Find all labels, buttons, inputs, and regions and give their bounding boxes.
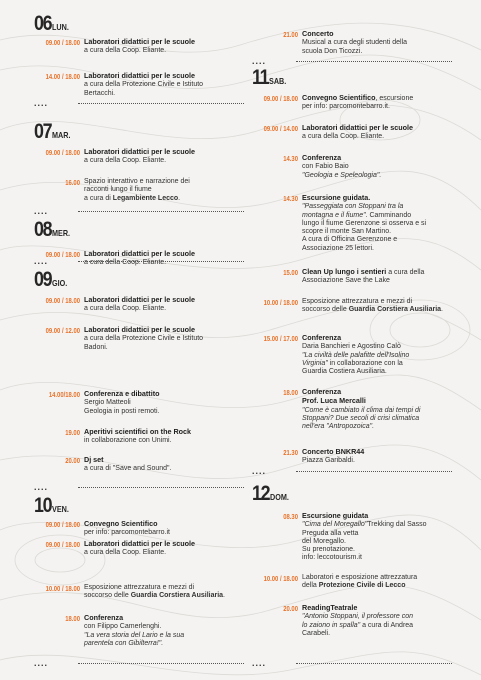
day-heading — [252, 482, 293, 506]
event-title: Conferenza — [302, 387, 342, 396]
event-text-line: Spazio interattivo e narrazione dei — [84, 178, 190, 185]
event-body — [302, 334, 452, 376]
event-text-line: soccorso delle — [84, 592, 131, 600]
day-heading — [34, 12, 72, 36]
event-time: 18.00 — [283, 388, 298, 397]
event-text-line: A cura di Officina Gerenzone e — [302, 236, 398, 244]
event-body — [84, 250, 246, 268]
event-text-line: Trekking dal Sasso Preguda alla vetta — [302, 521, 427, 537]
section-separator-line — [296, 663, 452, 664]
event-time: 19.00 — [65, 428, 80, 437]
event-text-line: della — [302, 582, 319, 590]
event-body — [84, 614, 246, 648]
event-text-line: a cura della Coop. Eliante. — [302, 133, 385, 141]
event-time: 09.00 / 18.00 — [45, 250, 80, 259]
event-title: Laboratori didattici per le scuole — [84, 37, 196, 46]
event-time: 09.00 / 18.00 — [45, 520, 80, 529]
event-body — [302, 154, 452, 180]
event-body — [84, 390, 246, 416]
event-text-line: scuola Don Ticozzi. — [302, 47, 363, 55]
event-time: 09.00 / 18.00 — [45, 296, 80, 305]
event-text-line: a cura della Protezione Civile e Istituto — [84, 335, 204, 343]
event-speaker: Prof. Luca Mercalli — [302, 396, 366, 406]
day-name: LUN. — [52, 22, 70, 32]
section-separator-dots: .... — [252, 658, 267, 668]
event-text-line: a cura della Coop. Eliante. — [84, 157, 167, 165]
event-text-line: Su prenotazione. — [302, 546, 355, 554]
event-title: Laboratori didattici per le scuole — [84, 147, 196, 156]
event-title: Escursione guidata — [302, 511, 369, 520]
event-body — [302, 298, 452, 315]
day-name: VEN. — [52, 504, 70, 514]
event-body — [302, 574, 452, 591]
event-organizer: Guardia Corstiera Ausiliaria — [348, 306, 442, 314]
event-body — [84, 520, 246, 538]
event-time: 09.00 / 18.00 — [45, 148, 80, 157]
event-text-tail: . — [178, 194, 181, 202]
event-body — [84, 296, 246, 314]
event-text-line: Musical a cura degli studenti della — [302, 39, 408, 47]
event-text-line: a cura di Andrea — [360, 621, 414, 629]
event-quote-line: "Cima del Moregallo" — [302, 521, 368, 529]
event-text-line: del Moregallo. — [302, 537, 346, 545]
event-text-line: Associazione Save the Lake — [302, 277, 390, 285]
event-quote-line: "Antonio Stoppani, il professore con — [302, 613, 414, 621]
event-title: Convegno Scientifico — [302, 93, 376, 102]
event-title: Conferenza — [302, 153, 342, 162]
event-text-line: Geologia in posti remoti. — [84, 407, 160, 415]
event-quote-line: "Geologia e Speleologia". — [302, 171, 382, 179]
event-body — [84, 38, 246, 56]
event-body — [84, 428, 246, 446]
day-name: MAR. — [52, 130, 71, 140]
event-time: 14.00 / 18.00 — [45, 72, 80, 81]
event-organizer: Guardia Corstiera Ausiliaria — [130, 592, 224, 600]
event-time: 14.30 — [283, 194, 298, 203]
section-separator-line — [78, 103, 244, 104]
event-quote-line: nell'era "Antropozoica". — [302, 423, 375, 431]
event-title: Convegno Scientifico — [84, 519, 158, 528]
event-text-line: a cura di — [84, 194, 113, 202]
event-time: 14.30 — [283, 154, 298, 163]
event-quote-line: Stoppani? Due secoli di crisi climatica — [302, 414, 420, 422]
section-separator-dots: .... — [252, 56, 267, 66]
day-name: GIO. — [52, 278, 68, 288]
event-body — [84, 540, 246, 558]
event-text-line: Esposizione attrezzatura e mezzi di — [302, 298, 413, 305]
day-heading — [34, 120, 74, 144]
event-quote-line: "La civiltà delle palafitte dell'Isolino — [302, 351, 410, 359]
event-text-line: Carabeli. — [302, 629, 331, 637]
event-title: Conferenza — [84, 613, 124, 622]
event-time: 09.00 / 14.00 — [263, 124, 298, 133]
section-separator-line — [78, 211, 244, 212]
event-time: 14.00/18.00 — [48, 390, 80, 399]
event-body — [302, 94, 452, 112]
event-body — [84, 72, 246, 98]
event-body — [84, 456, 246, 474]
event-time: 21.30 — [283, 448, 298, 457]
event-time: 18.00 — [65, 614, 80, 623]
event-title: Clean Up lungo i sentieri — [302, 267, 387, 276]
event-text-line: Associazione 25 lettori. — [302, 244, 374, 252]
event-text-line: Guardia Costiera Ausiliaria. — [302, 368, 387, 376]
day-name: DOM. — [270, 492, 290, 502]
event-time: 10.00 / 18.00 — [263, 298, 298, 307]
event-quote-line: parentela con Gibilterra!". — [84, 639, 164, 647]
event-text-tail: . — [223, 592, 225, 600]
event-title: Concerto — [302, 29, 334, 38]
event-text-line: soccorso delle — [302, 306, 349, 314]
event-body — [84, 148, 246, 166]
section-separator-line — [78, 261, 244, 262]
event-time: 16.00 — [65, 178, 80, 187]
event-body — [302, 30, 452, 56]
event-time: 09.00 / 18.00 — [263, 94, 298, 103]
event-quote-line: Virginia" — [302, 359, 328, 367]
event-body — [302, 448, 452, 466]
day-heading — [34, 218, 74, 242]
event-body — [84, 584, 246, 601]
event-title: Laboratori didattici per le scuole — [84, 249, 196, 258]
event-text-line: in collaborazione con la — [327, 359, 403, 367]
day-heading — [34, 268, 70, 292]
event-body — [302, 388, 452, 431]
event-title: Laboratori didattici per le scuole — [302, 123, 414, 132]
event-title: Aperitivi scientifici on the Rock — [84, 427, 192, 436]
event-quote-line: "La vera storia del Lario e la sua — [84, 631, 185, 639]
event-quote-line: montagna e il fiume" — [302, 211, 366, 219]
day-number: 10 — [34, 494, 52, 517]
section-separator-dots: .... — [34, 256, 49, 266]
event-body — [302, 512, 452, 563]
event-time: 20.00 — [283, 604, 298, 613]
event-time: 15.00 / 17.00 — [263, 334, 298, 343]
day-name: SAB. — [269, 76, 287, 86]
event-title-tail: , escursione — [375, 95, 414, 102]
event-title: Conferenza e dibattito — [84, 389, 160, 398]
event-text-line: scopre il monte San Martino. — [302, 228, 392, 236]
event-organizer: Legambiente Lecco — [112, 194, 179, 202]
event-time: 21.00 — [283, 30, 298, 39]
event-title: Dj set — [84, 455, 104, 464]
day-number: 06 — [34, 12, 52, 35]
event-body — [302, 194, 452, 253]
event-time: 15.00 — [283, 268, 298, 277]
section-separator-line — [78, 487, 244, 488]
event-time: 10.00 / 18.00 — [45, 584, 80, 593]
event-time: 10.00 / 18.00 — [263, 574, 298, 583]
event-quote-line: "Passeggiata con Stoppani tra la — [302, 203, 404, 211]
event-body — [84, 326, 246, 352]
event-quote-line: lo zaiono in spalla" — [302, 621, 361, 629]
event-text-tail: . — [441, 306, 443, 314]
event-text-line: a cura della Coop. Eliante. — [84, 47, 167, 55]
event-title: Concerto BNKR44 — [302, 447, 365, 456]
day-number: 11 — [252, 66, 269, 89]
event-text-line: Daria Banchieri e Agostino Calò — [302, 343, 401, 351]
event-text-line: per info: parcomontebarro.it. — [302, 103, 390, 111]
event-time: 09.00 / 18.00 — [45, 38, 80, 47]
event-text-line: a cura della Coop. Eliante. — [84, 549, 167, 557]
event-body — [302, 268, 452, 286]
section-separator-dots: .... — [34, 98, 49, 108]
event-text-line: Sergio Matteoli — [84, 399, 131, 407]
event-text-line: per info: parcomontebarro.it — [84, 529, 170, 537]
section-separator-line — [78, 663, 244, 664]
section-separator-line — [296, 61, 452, 62]
event-title-tail: a cura della — [386, 269, 425, 276]
event-title: Escursione guidata. — [302, 193, 371, 202]
event-text-line: Bertacchi. — [84, 89, 116, 97]
section-separator-dots: .... — [252, 466, 267, 476]
day-number: 12 — [252, 482, 270, 505]
event-text-line: Laboratori e esposizione attrezzatura — [302, 574, 418, 581]
day-number: 07 — [34, 120, 52, 143]
event-time: 20.00 — [65, 456, 80, 465]
event-text-line: con Filippo Camerlenghi. — [84, 623, 162, 631]
event-text-line: in collaborazione con Unimi. — [84, 437, 172, 445]
event-time: 09.00 / 12.00 — [45, 326, 80, 335]
event-body — [302, 124, 452, 142]
event-body — [84, 178, 246, 203]
event-title: Laboratori didattici per le scuole — [84, 295, 196, 304]
section-separator-dots: .... — [34, 206, 49, 216]
event-text-line: con Fabio Baio — [302, 163, 349, 171]
event-text-line: lungo il fiume Gerenzone si osserva e si — [302, 219, 427, 227]
event-time: 08.30 — [283, 512, 298, 521]
section-separator-line — [296, 471, 452, 472]
event-text-line: Badoni. — [84, 343, 108, 351]
day-number: 08 — [34, 218, 52, 241]
event-title: Laboratori didattici per le scuole — [84, 325, 196, 334]
day-heading — [252, 66, 290, 90]
event-organizer: Protezione Civile di Lecco — [318, 582, 406, 590]
section-separator-dots: .... — [34, 482, 49, 492]
event-text-line: a cura della Coop. Eliante. — [84, 259, 167, 267]
event-text-line: . Camminando — [365, 211, 412, 219]
day-number: 09 — [34, 268, 52, 291]
event-text-line: racconti lungo il fiume — [84, 186, 152, 194]
day-heading — [34, 494, 72, 518]
event-text-line: info: leccotourism.it — [302, 554, 362, 562]
event-title: Conferenza — [302, 333, 342, 342]
event-title: Laboratori didattici per le scuole — [84, 539, 196, 548]
event-time: 09.00 / 18.00 — [45, 540, 80, 549]
event-text-line: Piazza Garibaldi. — [302, 457, 355, 465]
event-body — [302, 604, 452, 638]
day-name: MER. — [52, 228, 71, 238]
section-separator-dots: .... — [34, 658, 49, 668]
event-text-line: a cura di "Save and Sound". — [84, 465, 172, 473]
event-text-line: a cura della Protezione Civile e Istituto — [84, 81, 204, 89]
event-title: Laboratori didattici per le scuole — [84, 71, 196, 80]
event-text-line: a cura della Coop. Eliante. — [84, 305, 167, 313]
event-title: ReadingTeatrale — [302, 603, 358, 612]
event-quote-line: "Come è cambiato il clima dai tempi di — [302, 406, 421, 414]
event-text-line: Esposizione attrezzatura e mezzi di — [84, 584, 195, 591]
